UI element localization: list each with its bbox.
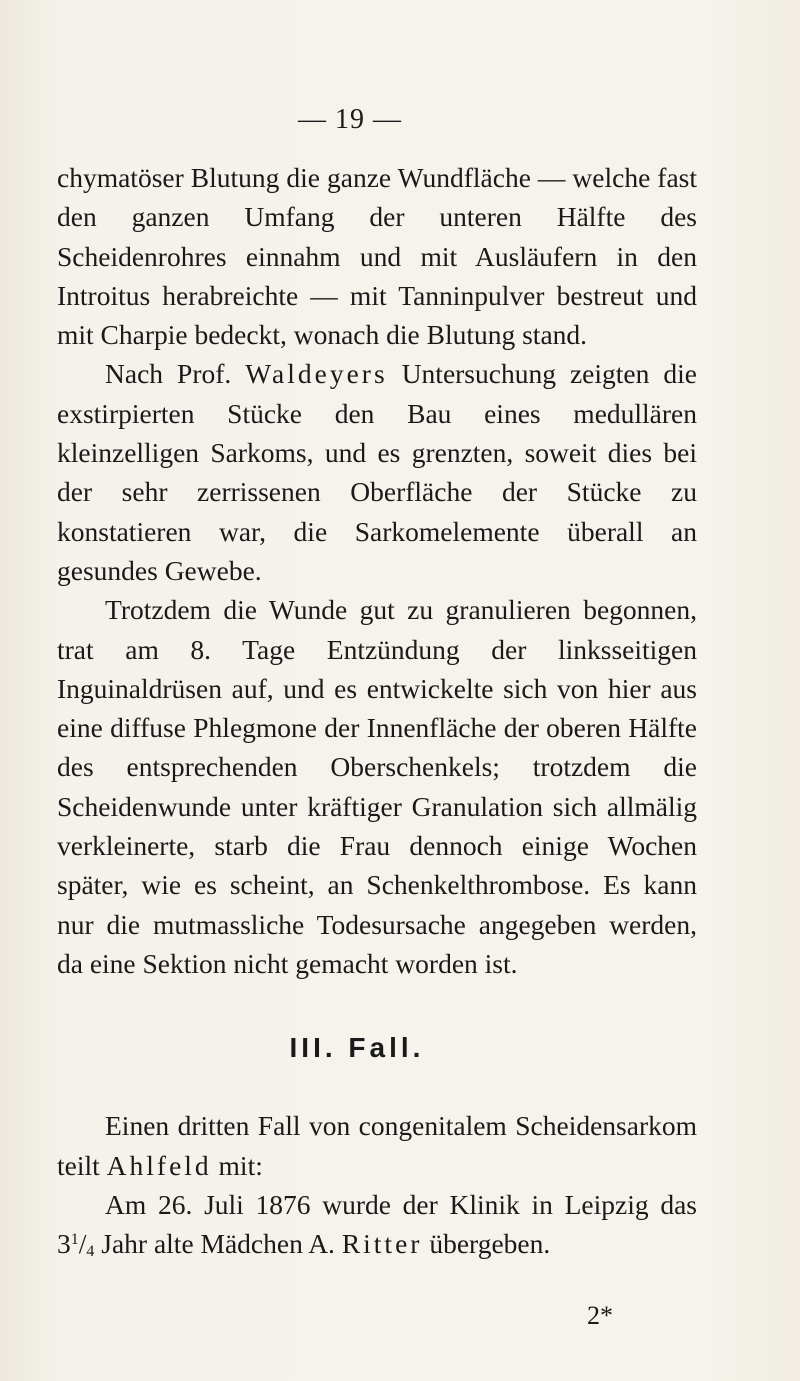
text-run: Einen dritten Fall von congenitalem Scheidensarkom teilt — [57, 1110, 697, 1181]
paragraph-trotzdem: Trotzdem die Wunde gut zu granulieren begonnen, trat am 8. Tage Entzündung der linksseitigen Inguinaldrüsen auf, und es entwickelte sich von hier aus eine diffuse Phlegmone der Innenfläche der oberen Hälfte des entsprechenden Oberschenkels; trotzdem die Scheidenwunde unter kräftiger Granulation sich allmälig verkleinerte, starb die Frau dennoch einige Wochen später, wie es scheint, an Schenkelthrombose. Es kann nur die mutmassliche Todesursache angegeben werden, da eine Sektion nicht gemacht worden ist. — [57, 594, 697, 979]
body-text — [57, 158, 697, 1263]
fraction-denominator: 4 — [86, 1243, 95, 1261]
text-run: Untersuchung zeigten die exstirpierten Stücke den Bau eines medullären kleinzelligen Sarkoms, und es grenzten, soweit dies bei der sehr zerrissenen Oberfläche der Stücke zu konstatieren war, die Sarkomelemente überall an gesundes Gewebe. — [57, 358, 697, 586]
paragraph-ahlfeld — [57, 1106, 697, 1185]
text-run: mit: — [211, 1149, 263, 1181]
patient-name-ritter: Ritter — [341, 1228, 423, 1260]
author-name-ahlfeld: Ahlfeld — [106, 1149, 212, 1181]
text-run: Jahr alte Mädchen A. — [94, 1228, 342, 1260]
text-run: Am 26. Juli 1876 wurde der Klinik in Leipzig das 3 — [57, 1188, 697, 1260]
paragraph-waldeyer — [57, 354, 697, 590]
fraction-numerator: 1 — [70, 1231, 79, 1249]
paragraph-ritter: Am 26. Juli 1876 wurde der Klinik in Leipzig das $3^1/_4$ Jahr alte Mädchen A. Ritter übergeben. — [57, 1188, 697, 1261]
signature-mark: 2* — [587, 1301, 613, 1330]
author-name-waldeyer: Waldeyers — [245, 358, 388, 390]
page-number: — 19 — — [298, 104, 402, 135]
text-run: übergeben. — [422, 1228, 551, 1260]
text-run: Nach Prof. — [105, 358, 246, 390]
section-heading: III. Fall. — [289, 1032, 425, 1064]
paragraph-continuation: chymatöser Blutung die ganze Wundfläche — welche fast den ganzen Umfang der unteren Hälfte des Scheidenrohres einnahm und mit Ausläufern in den Introitus herabreichte — mit Tanninpulver bestreut und mit Charpie bedeckt, wonach die Blutung stand. — [57, 162, 697, 351]
